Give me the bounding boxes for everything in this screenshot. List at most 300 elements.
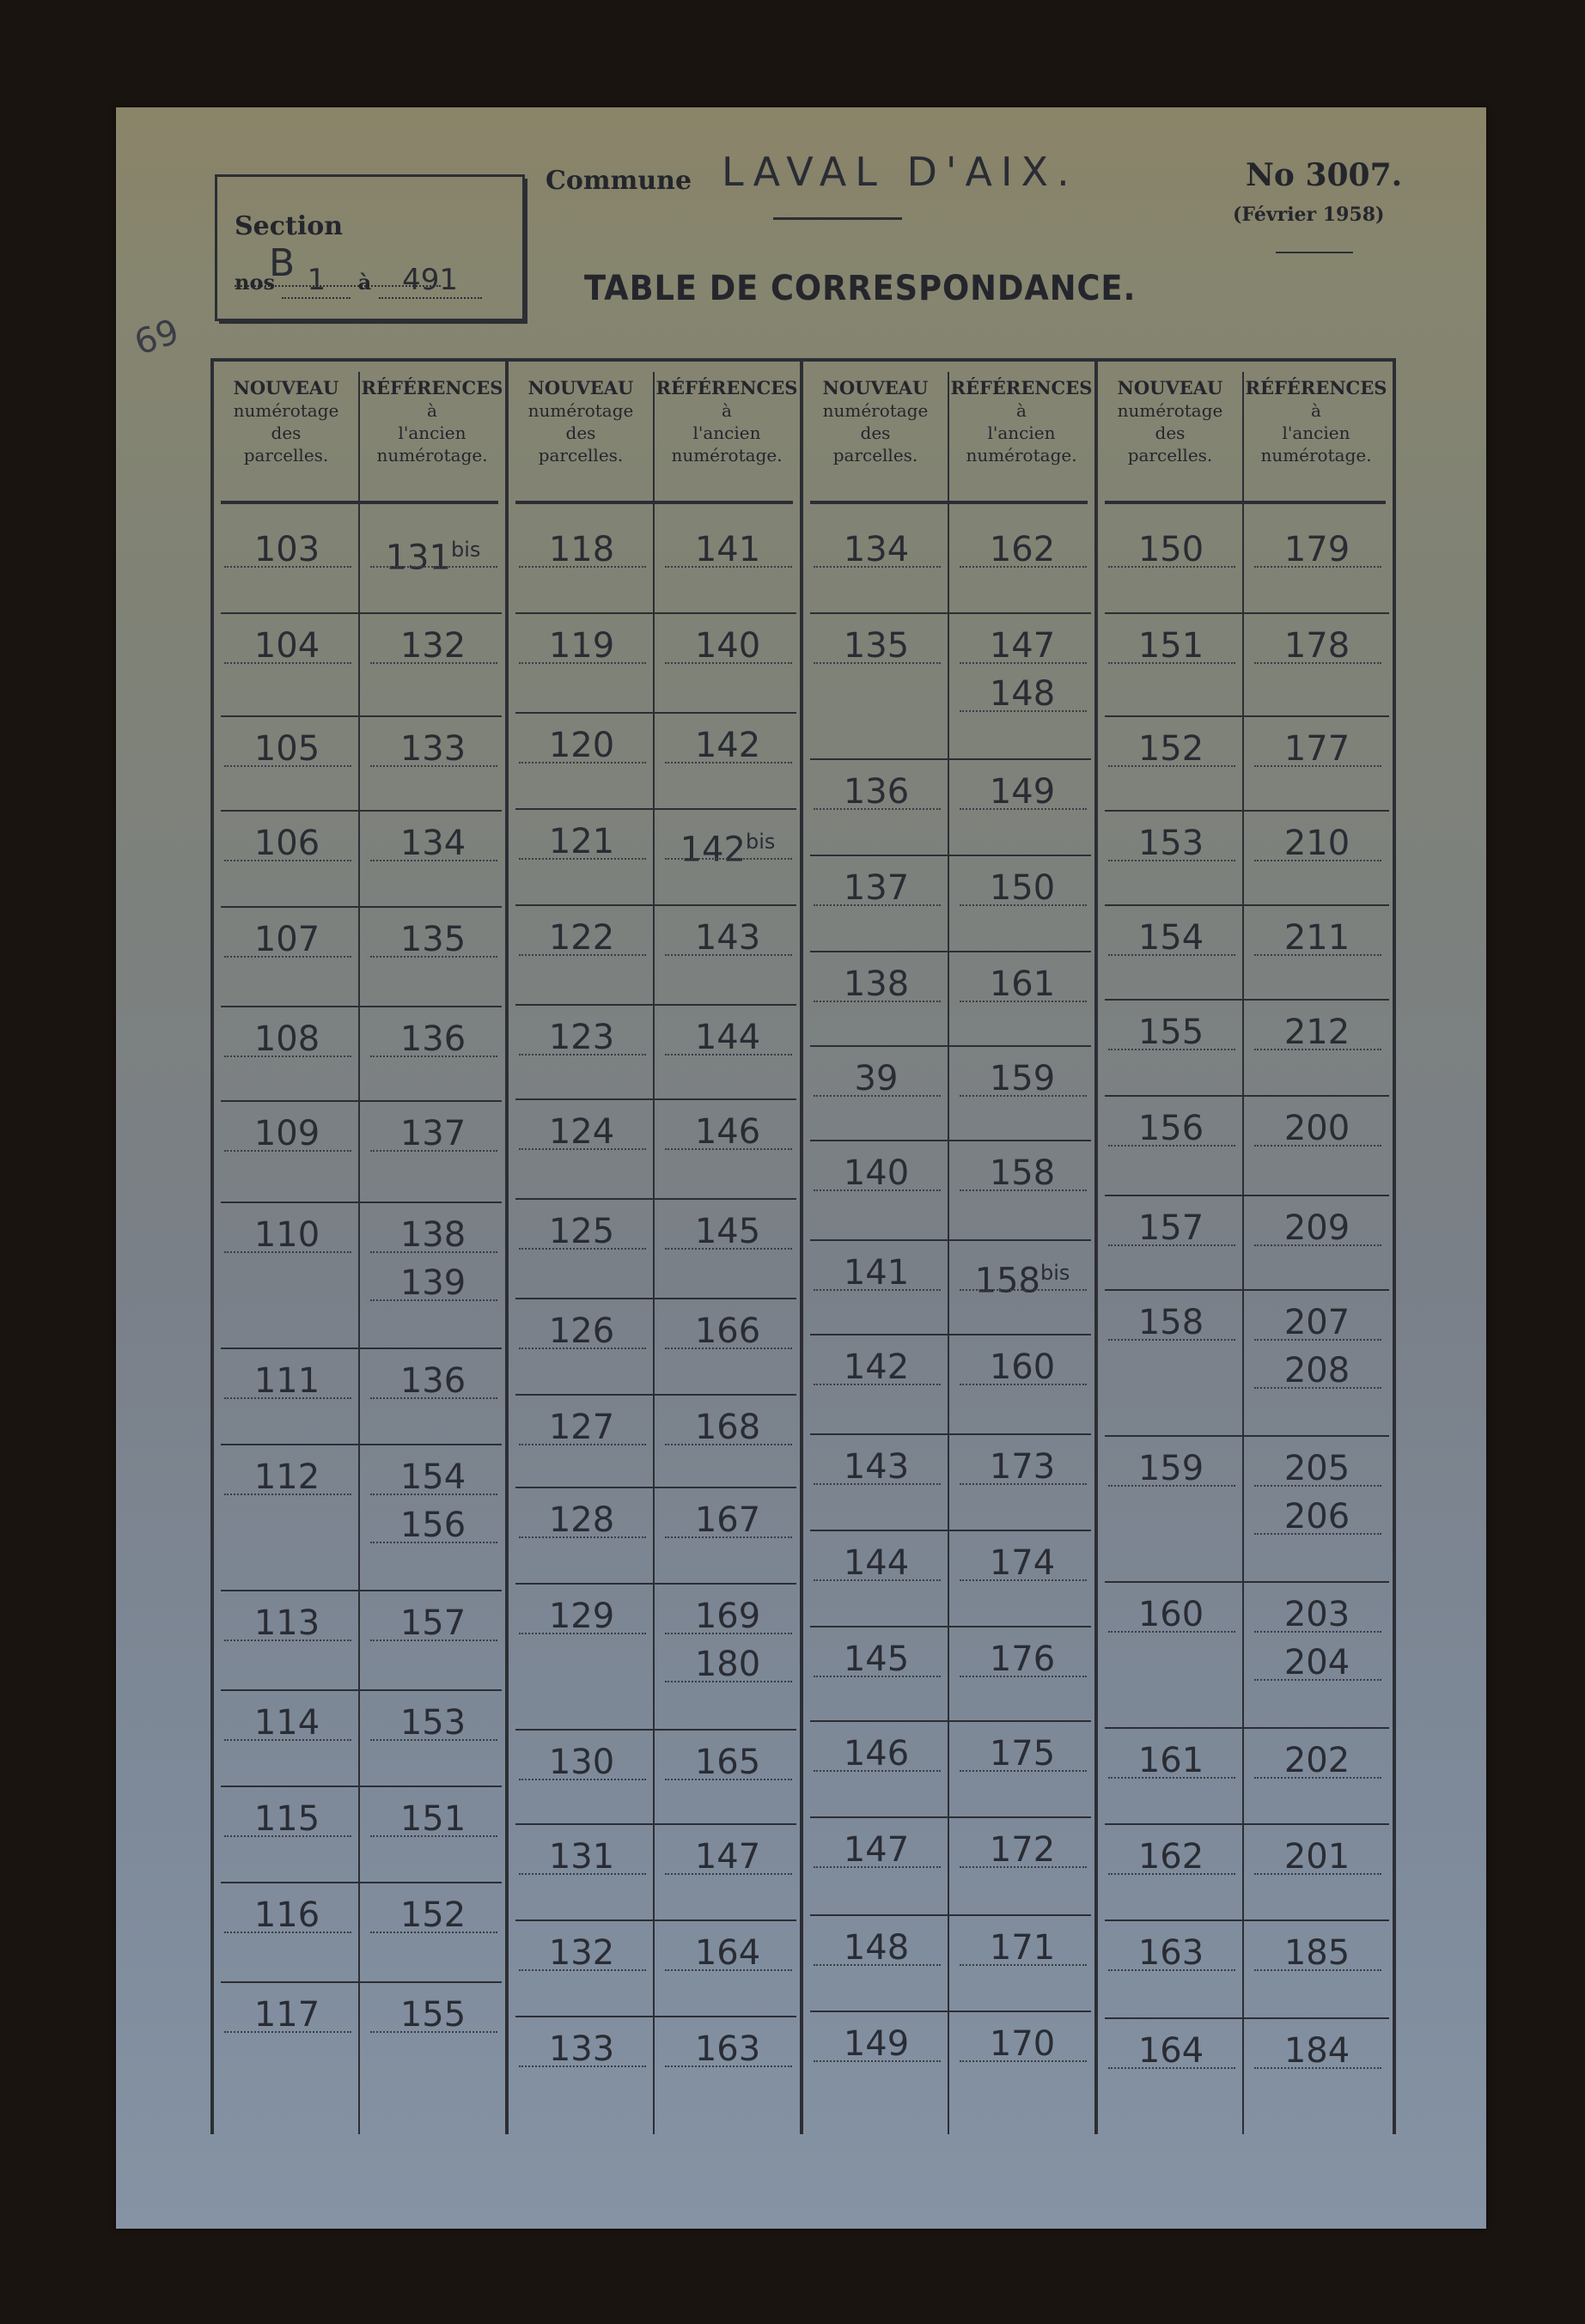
new-parcel-number: 114	[253, 1703, 320, 1743]
old-reference-number: 175	[989, 1734, 1056, 1773]
dotted-guide	[370, 1739, 497, 1741]
new-parcel-number: 160	[1137, 1595, 1204, 1634]
dotted-guide	[665, 1444, 792, 1445]
old-reference-number: 202	[1283, 1741, 1350, 1780]
header-old-references-line-3: l'ancien	[987, 423, 1056, 443]
new-parcel-number: 117	[253, 1995, 320, 2035]
dotted-guide	[960, 1483, 1087, 1485]
header-old-references-line-4: numérotage.	[1260, 445, 1372, 465]
new-parcel-number: 39	[854, 1059, 899, 1098]
dotted-guide	[519, 858, 646, 860]
table-row	[214, 516, 505, 612]
header-rule	[221, 501, 498, 504]
header-new-numbering-line-4: parcelles.	[832, 445, 918, 465]
new-parcel-number: 144	[843, 1543, 910, 1583]
old-reference-number: 135	[399, 920, 466, 959]
old-reference-number: $142^{bis}$	[680, 830, 776, 870]
old-reference-number: 143	[694, 918, 761, 958]
dotted-guide	[519, 1348, 646, 1349]
table-row	[803, 758, 1094, 855]
dotted-guide	[814, 1579, 941, 1581]
old-reference-number: 168	[694, 1408, 761, 1447]
old-reference-number: 172	[989, 1830, 1056, 1870]
table-row	[1098, 1289, 1393, 1435]
new-parcel-number: 128	[548, 1500, 615, 1540]
dotted-guide	[1254, 1049, 1381, 1050]
dotted-guide	[224, 1739, 351, 1741]
header-old-references-line-2: à	[1016, 400, 1027, 421]
old-reference-number: 205	[1283, 1449, 1350, 1488]
old-reference-number: 162	[989, 530, 1056, 569]
dotted-guide	[960, 1579, 1087, 1581]
dotted-guide	[519, 1873, 646, 1875]
dotted-guide	[1108, 1485, 1235, 1487]
dotted-guide	[1108, 1049, 1235, 1050]
dotted-guide	[224, 566, 351, 568]
dotted-guide	[370, 662, 497, 664]
dotted-guide	[1254, 1777, 1381, 1779]
old-reference-number: 157	[399, 1603, 466, 1643]
dotted-guide	[814, 1289, 941, 1291]
header-new-numbering-line-4: parcelles.	[538, 445, 624, 465]
new-parcel-number: 120	[548, 726, 615, 765]
table-row	[214, 1689, 505, 1786]
dotted-guide	[1254, 1873, 1381, 1875]
old-reference-number: 147	[694, 1837, 761, 1877]
old-reference-number: 134	[399, 824, 466, 863]
old-reference-number: 150	[989, 868, 1056, 908]
dotted-guide	[814, 1001, 941, 1002]
table-row	[1098, 715, 1393, 810]
document-sheet	[116, 107, 1486, 2229]
dotted-guide	[1108, 765, 1235, 767]
nos-to: 491	[379, 263, 482, 299]
dotted-guide	[814, 1095, 941, 1097]
dotted-guide	[519, 1633, 646, 1634]
old-reference-number: 166	[694, 1311, 761, 1351]
table-row	[1098, 999, 1393, 1095]
dotted-guide	[1254, 2067, 1381, 2069]
dotted-guide	[665, 1148, 792, 1150]
dotted-guide	[665, 1248, 792, 1250]
table-row	[214, 1786, 505, 1882]
table-row	[509, 2016, 800, 2112]
header-new-numbering-line-1: NOUVEAU	[527, 377, 634, 398]
section-label: Section	[235, 211, 344, 241]
old-reference-number: 155	[399, 1995, 466, 2035]
new-parcel-number: 154	[1137, 918, 1204, 958]
dotted-guide	[814, 1866, 941, 1868]
new-parcel-number: 150	[1137, 530, 1204, 569]
old-reference-number: $158^{bis}$	[974, 1261, 1070, 1301]
dotted-guide	[960, 1964, 1087, 1966]
old-reference-number: 184	[1283, 2031, 1350, 2071]
dotted-guide	[519, 662, 646, 664]
dotted-guide	[1108, 1777, 1235, 1779]
dotted-guide	[1254, 954, 1381, 956]
table-row	[803, 2011, 1094, 2107]
new-parcel-number: 118	[548, 530, 615, 569]
dotted-guide	[224, 1640, 351, 1641]
table-row	[214, 1590, 505, 1689]
new-parcel-number: 147	[843, 1830, 910, 1870]
table-row	[214, 1348, 505, 1444]
old-reference-number: 176	[989, 1640, 1056, 1679]
dotted-guide	[1254, 1679, 1381, 1681]
header-old-references-line-4: numérotage.	[671, 445, 783, 465]
dotted-guide	[960, 1770, 1087, 1772]
old-reference-number: 163	[694, 2029, 761, 2069]
new-parcel-number: 156	[1137, 1109, 1204, 1148]
old-reference-number: 132	[399, 626, 466, 666]
old-reference-number: 164	[694, 1933, 761, 1973]
header-old-references-line-3: l'ancien	[1282, 423, 1350, 443]
dotted-guide	[224, 860, 351, 861]
new-parcel-number: 153	[1137, 824, 1204, 863]
table-row	[509, 516, 800, 612]
new-parcel-number: 129	[548, 1597, 615, 1636]
new-parcel-number: 142	[843, 1348, 910, 1387]
dotted-guide	[1254, 662, 1381, 664]
header-new-numbering-line-3: des	[1155, 423, 1186, 443]
old-reference-number: 177	[1283, 729, 1350, 769]
table-row	[214, 1981, 505, 2081]
header-new-numbering-line-3: des	[271, 423, 302, 443]
dotted-guide	[814, 2060, 941, 2062]
table-row	[509, 1394, 800, 1487]
new-parcel-number: 105	[253, 729, 320, 769]
header-old-references	[949, 377, 1094, 466]
table-row	[214, 612, 505, 715]
old-reference-number: 165	[694, 1743, 761, 1782]
dotted-guide	[519, 566, 646, 568]
dotted-guide	[519, 1148, 646, 1150]
header-old-references-line-1: RÉFÉRENCES	[950, 377, 1093, 398]
dotted-guide	[814, 1676, 941, 1677]
dotted-guide	[814, 1189, 941, 1191]
old-reference-number: 154	[399, 1457, 466, 1497]
dotted-guide	[1254, 1969, 1381, 1971]
dotted-guide	[665, 566, 792, 568]
dotted-guide	[1254, 1485, 1381, 1487]
dotted-guide	[1108, 1969, 1235, 1971]
new-parcel-number: 106	[253, 824, 320, 863]
table-row	[1098, 612, 1393, 715]
table-row	[509, 612, 800, 712]
new-parcel-number: 135	[843, 626, 910, 666]
dotted-guide	[960, 1676, 1087, 1677]
table-row	[1098, 1435, 1393, 1581]
new-parcel-number: 157	[1137, 1208, 1204, 1248]
table-row	[214, 1006, 505, 1100]
old-reference-number: 174	[989, 1543, 1056, 1583]
dotted-guide	[1254, 1387, 1381, 1389]
dotted-guide	[960, 1866, 1087, 1868]
old-reference-number: 203	[1283, 1595, 1350, 1634]
dotted-guide	[224, 765, 351, 767]
new-parcel-number: 155	[1137, 1013, 1204, 1052]
dotted-guide	[814, 1483, 941, 1485]
header-old-references	[655, 377, 799, 466]
dotted-guide	[665, 1633, 792, 1634]
old-reference-number: 206	[1283, 1497, 1350, 1536]
new-parcel-number: 119	[548, 626, 615, 666]
table-row	[803, 1239, 1094, 1334]
new-parcel-number: 134	[843, 530, 910, 569]
old-reference-number: 136	[399, 1361, 466, 1401]
document-date: (Février 1958)	[1233, 204, 1385, 226]
dotted-guide	[1108, 1339, 1235, 1341]
new-parcel-number: 121	[548, 822, 615, 861]
dotted-guide	[519, 1444, 646, 1445]
dotted-guide	[370, 860, 497, 861]
dotted-guide	[1108, 860, 1235, 861]
new-parcel-number: 146	[843, 1734, 910, 1773]
table-row	[214, 715, 505, 810]
dotted-guide	[814, 1964, 941, 1966]
dotted-guide	[960, 904, 1087, 906]
table-row	[803, 1626, 1094, 1720]
new-parcel-number: 140	[843, 1153, 910, 1193]
table-row	[803, 612, 1094, 758]
header-new-numbering	[509, 377, 653, 466]
header-new-numbering-line-1: NOUVEAU	[1117, 377, 1223, 398]
header-new-numbering-line-1: NOUVEAU	[822, 377, 929, 398]
header-new-numbering-line-4: parcelles.	[1127, 445, 1213, 465]
dotted-guide	[1254, 860, 1381, 861]
header-old-references-line-2: à	[427, 400, 437, 421]
old-reference-number: $131^{bis}$	[385, 538, 481, 578]
old-reference-number: 201	[1283, 1837, 1350, 1877]
table-column-group-1	[214, 362, 509, 2134]
dotted-guide	[370, 1150, 497, 1152]
table-row	[214, 906, 505, 1006]
header-old-references-line-3: l'ancien	[398, 423, 466, 443]
table-row	[1098, 810, 1393, 904]
dotted-guide	[224, 1494, 351, 1495]
dotted-guide	[1254, 1533, 1381, 1535]
old-reference-number: 136	[399, 1019, 466, 1059]
table-row	[509, 1198, 800, 1298]
new-parcel-number: 116	[253, 1895, 320, 1935]
table-row	[214, 1882, 505, 1981]
table-row	[214, 1100, 505, 1202]
old-reference-number: 140	[694, 626, 761, 666]
new-parcel-number: 149	[843, 2024, 910, 2064]
dotted-guide	[665, 1873, 792, 1875]
dotted-guide	[224, 1932, 351, 1933]
old-reference-number: 149	[989, 772, 1056, 812]
dotted-guide	[665, 2065, 792, 2067]
old-reference-number: 185	[1283, 1933, 1350, 1973]
dotted-guide	[665, 1536, 792, 1538]
table-row	[214, 810, 505, 906]
old-reference-number: 148	[989, 674, 1056, 714]
dotted-guide	[224, 1150, 351, 1152]
dotted-guide	[665, 1969, 792, 1971]
table-row	[1098, 1195, 1393, 1289]
table-row	[803, 1334, 1094, 1433]
dotted-guide	[1108, 1873, 1235, 1875]
old-reference-number: 156	[399, 1506, 466, 1545]
dotted-guide	[370, 1397, 497, 1399]
page-title: TABLE DE CORRESPONDANCE.	[584, 269, 1137, 308]
dotted-guide	[519, 762, 646, 764]
old-reference-number: 200	[1283, 1109, 1350, 1148]
header-new-numbering-line-2: numérotage	[822, 400, 929, 421]
new-parcel-number: 137	[843, 868, 910, 908]
table-row	[1098, 1095, 1393, 1195]
table-row	[803, 1433, 1094, 1530]
header-rule	[515, 501, 793, 504]
dotted-guide	[960, 1189, 1087, 1191]
new-parcel-number: 136	[843, 772, 910, 812]
new-parcel-number: 148	[843, 1928, 910, 1968]
new-parcel-number: 164	[1137, 2031, 1204, 2071]
header-new-numbering-line-2: numérotage	[1117, 400, 1223, 421]
old-reference-number: 139	[399, 1263, 466, 1303]
old-reference-number: 170	[989, 2024, 1056, 2064]
dotted-guide	[224, 1835, 351, 1837]
dotted-guide	[960, 808, 1087, 810]
old-reference-number: 137	[399, 1114, 466, 1153]
dotted-guide	[814, 566, 941, 568]
new-parcel-number: 127	[548, 1408, 615, 1447]
dotted-guide	[370, 765, 497, 767]
new-parcel-number: 104	[253, 626, 320, 666]
dotted-guide	[224, 956, 351, 958]
correspondence-table	[210, 358, 1396, 2134]
section-value: B	[235, 241, 441, 287]
dotted-guide	[960, 1095, 1087, 1097]
new-parcel-number: 123	[548, 1018, 615, 1057]
table-row	[1098, 1727, 1393, 1823]
new-parcel-number: 143	[843, 1447, 910, 1487]
dotted-guide	[1108, 1145, 1235, 1147]
dotted-guide	[665, 858, 792, 860]
nos-from: 1	[282, 263, 351, 299]
old-reference-number: 144	[694, 1018, 761, 1057]
old-reference-number: 158	[989, 1153, 1056, 1193]
dotted-guide	[519, 1054, 646, 1056]
dotted-guide	[370, 1932, 497, 1933]
header-old-references-line-2: à	[1311, 400, 1321, 421]
new-parcel-number: 107	[253, 920, 320, 959]
new-parcel-number: 109	[253, 1114, 320, 1153]
new-parcel-number: 113	[253, 1603, 320, 1643]
table-row	[214, 1444, 505, 1590]
dotted-guide	[960, 1001, 1087, 1002]
new-parcel-number: 133	[548, 2029, 615, 2069]
dotted-guide	[224, 1251, 351, 1253]
dotted-guide	[370, 1640, 497, 1641]
old-reference-number: 138	[399, 1215, 466, 1255]
old-reference-number: 207	[1283, 1303, 1350, 1342]
old-reference-number: 159	[989, 1059, 1056, 1098]
dotted-guide	[370, 1251, 497, 1253]
header-new-numbering-line-1: NOUVEAU	[233, 377, 339, 398]
dotted-guide	[814, 1770, 941, 1772]
old-reference-number: 210	[1283, 824, 1350, 863]
dotted-guide	[370, 956, 497, 958]
dotted-guide	[960, 710, 1087, 712]
header-new-numbering	[803, 377, 948, 466]
new-parcel-number: 115	[253, 1799, 320, 1839]
dotted-guide	[1254, 1631, 1381, 1633]
table-row	[1098, 516, 1393, 612]
old-reference-number: 153	[399, 1703, 466, 1743]
old-reference-number: 211	[1283, 918, 1350, 958]
old-reference-number: 212	[1283, 1013, 1350, 1052]
dotted-guide	[224, 662, 351, 664]
dotted-guide	[960, 1384, 1087, 1385]
dotted-guide	[370, 1542, 497, 1543]
dotted-guide	[1108, 1244, 1235, 1246]
new-parcel-number: 145	[843, 1640, 910, 1679]
new-parcel-number: 152	[1137, 729, 1204, 769]
table-column-group-3	[803, 362, 1098, 2134]
dotted-guide	[224, 2031, 351, 2033]
dotted-guide	[814, 662, 941, 664]
table-row	[1098, 1919, 1393, 2017]
new-parcel-number: 159	[1137, 1449, 1204, 1488]
dotted-guide	[370, 1494, 497, 1495]
header-new-numbering-line-2: numérotage	[527, 400, 634, 421]
dotted-guide	[1108, 2067, 1235, 2069]
table-row	[1098, 1581, 1393, 1727]
dotted-guide	[960, 2060, 1087, 2062]
table-row	[803, 1816, 1094, 1914]
new-parcel-number: 151	[1137, 626, 1204, 666]
dotted-guide	[519, 954, 646, 956]
new-parcel-number: 126	[548, 1311, 615, 1351]
dotted-guide	[370, 566, 497, 568]
old-reference-number: 209	[1283, 1208, 1350, 1248]
new-parcel-number: 125	[548, 1212, 615, 1251]
table-row	[509, 1823, 800, 1919]
dotted-guide	[519, 1536, 646, 1538]
nos-to-label: à	[357, 270, 372, 295]
table-row	[803, 1045, 1094, 1140]
dotted-guide	[519, 1779, 646, 1780]
old-reference-number: 208	[1283, 1351, 1350, 1390]
dotted-guide	[224, 1397, 351, 1399]
dotted-guide	[1108, 662, 1235, 664]
new-parcel-number: 141	[843, 1253, 910, 1293]
section-box	[215, 174, 525, 321]
new-parcel-number: 158	[1137, 1303, 1204, 1342]
header-old-references-line-4: numérotage.	[376, 445, 488, 465]
dotted-guide	[814, 904, 941, 906]
table-row	[214, 1202, 505, 1348]
commune-underline	[773, 217, 902, 220]
table-row	[803, 855, 1094, 951]
table-row	[803, 1530, 1094, 1626]
dotted-guide	[960, 1289, 1087, 1291]
table-row	[509, 1098, 800, 1198]
new-parcel-number: 162	[1137, 1837, 1204, 1877]
dotted-guide	[665, 1348, 792, 1349]
new-parcel-number: 108	[253, 1019, 320, 1059]
dotted-guide	[1254, 566, 1381, 568]
old-reference-number: 171	[989, 1928, 1056, 1968]
dotted-guide	[370, 1299, 497, 1301]
header-new-numbering	[214, 377, 358, 466]
header-new-numbering	[1098, 377, 1242, 466]
column-header	[1098, 362, 1393, 508]
dotted-guide	[1254, 1244, 1381, 1246]
new-parcel-number: 131	[548, 1837, 615, 1877]
